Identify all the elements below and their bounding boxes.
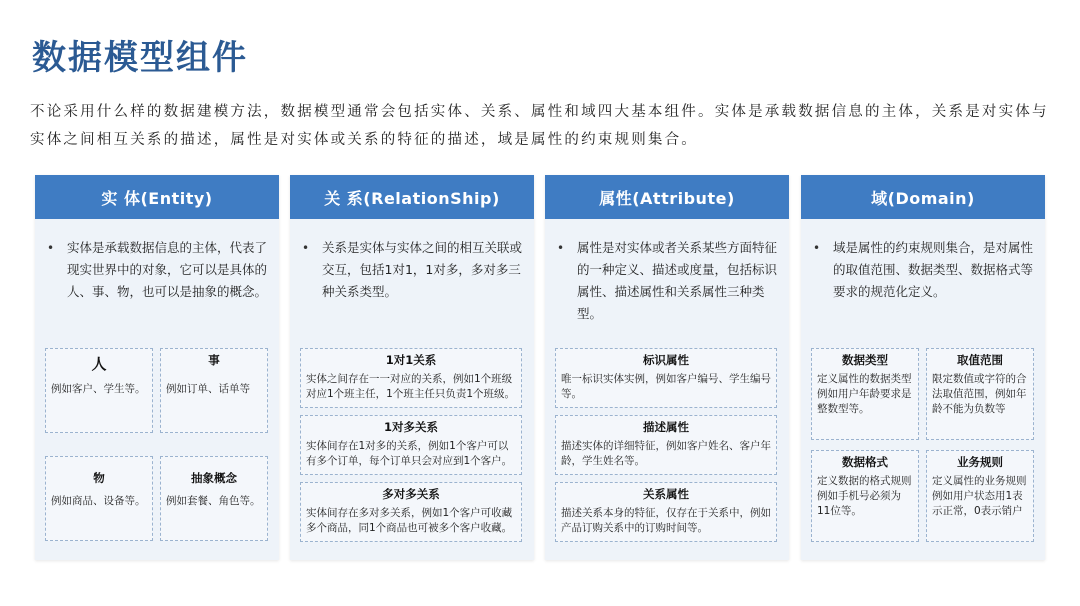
- relationship-box-one-to-many: [300, 415, 522, 475]
- domain-column: [801, 175, 1045, 560]
- box-title: 数据格式: [842, 455, 888, 469]
- attribute-box-identifier: [555, 348, 777, 408]
- entity-box-abstract: [160, 456, 268, 541]
- relationship-header: 关 系(RelationShip): [290, 175, 534, 219]
- box-title: 取值范围: [957, 353, 1003, 367]
- box-body: 实体间存在多对多关系，例如1个客户可收藏多个商品，同1个商品也可被多个客户收藏。: [306, 507, 513, 534]
- box-body: 定义属性的业务规则例如用户状态用1表示正常，0表示销户: [932, 475, 1027, 517]
- box-body: 实体之间存在一一对应的关系，例如1个班级对应1个班主任，1个班主任只负责1个班级。: [306, 373, 516, 400]
- box-title: 标识属性: [643, 353, 689, 367]
- box-body: 限定数值或字符的合法取值范围，例如年龄不能为负数等: [932, 373, 1027, 415]
- box-body: 定义数据的格式规则例如手机号必须为11位等。: [817, 475, 912, 517]
- box-body: 描述实体的详细特征，例如客户姓名、客户年龄，学生姓名等。: [561, 440, 771, 467]
- box-body: 例如订单、话单等: [166, 383, 250, 395]
- domain-description-text: 域是属性的约束规则集合，是对属性的取值范围、数据类型、数据格式等要求的规范化定义。: [833, 240, 1034, 299]
- box-title: 业务规则: [957, 455, 1003, 469]
- entity-box-person: [45, 348, 153, 433]
- entity-description-text: 实体是承载数据信息的主体，代表了现实世界中的对象，它可以是具体的人、事、物，也可以是抽象的概念。: [67, 240, 268, 299]
- entity-description: [47, 237, 267, 303]
- entity-header: 实 体(Entity): [35, 175, 279, 219]
- box-title: 关系属性: [643, 487, 689, 501]
- box-title: 1对多关系: [383, 420, 438, 434]
- bullet-icon: •: [47, 241, 55, 255]
- box-title: 人: [91, 355, 107, 373]
- attribute-box-relationship: [555, 482, 777, 542]
- domain-box-data-type: [811, 348, 919, 440]
- box-body: 例如商品、设备等。: [51, 495, 146, 507]
- box-body: 描述关系本身的特征，仅存在于关系中，例如产品订购关系中的订购时间等。: [561, 507, 771, 534]
- attribute-column: [545, 175, 789, 560]
- page-title: 数据模型组件: [32, 38, 248, 78]
- relationship-box-many-to-many: [300, 482, 522, 542]
- domain-box-business-rule: [926, 450, 1034, 542]
- box-body: 例如套餐、角色等。: [166, 495, 261, 507]
- entity-box-event: [160, 348, 268, 433]
- attribute-description: [557, 237, 777, 325]
- relationship-column: [290, 175, 534, 560]
- box-title: 多对多关系: [382, 487, 440, 501]
- entity-box-object: [45, 456, 153, 541]
- box-title: 物: [93, 471, 105, 485]
- box-body: 例如客户、学生等。: [51, 383, 146, 395]
- box-body: 唯一标识实体实例，例如客户编号、学生编号等。: [561, 373, 771, 400]
- domain-box-value-range: [926, 348, 1034, 440]
- relationship-description: [302, 237, 522, 303]
- domain-description: [813, 237, 1033, 303]
- domain-header: 域(Domain): [801, 175, 1045, 219]
- box-title: 1对1关系: [385, 353, 437, 367]
- box-title: 描述属性: [643, 420, 689, 434]
- box-body: 实体间存在1对多的关系，例如1个客户可以有多个订单，每个订单只会对应到1个客户。: [306, 440, 513, 467]
- attribute-description-text: 属性是对实体或者关系某些方面特征的一种定义、描述或度量，包括标识属性、描述属性和关系属性三种类型。: [577, 240, 778, 321]
- entity-column: [35, 175, 279, 560]
- domain-box-data-format: [811, 450, 919, 542]
- bullet-icon: •: [813, 241, 821, 255]
- relationship-box-one-to-one: [300, 348, 522, 408]
- intro-paragraph: 不论采用什么样的数据建模方法，数据模型通常会包括实体、关系、属性和域四大基本组件。实体是承载数据信息的主体，关系是对实体与实体之间相互关系的描述，属性是对实体或关系的特征的描述，域是属性的约束规则集合。: [30, 104, 1049, 148]
- attribute-box-descriptive: [555, 415, 777, 475]
- box-title: 抽象概念: [191, 471, 237, 485]
- box-body: 定义属性的数据类型例如用户年龄要求是整数型等。: [817, 373, 912, 415]
- attribute-header: 属性(Attribute): [545, 175, 789, 219]
- bullet-icon: •: [302, 241, 310, 255]
- box-title: 事: [208, 353, 220, 367]
- box-title: 数据类型: [842, 353, 888, 367]
- relationship-description-text: 关系是实体与实体之间的相互关联或交互，包括1对1，1对多，多对多三种关系类型。: [322, 240, 523, 299]
- bullet-icon: •: [557, 241, 565, 255]
